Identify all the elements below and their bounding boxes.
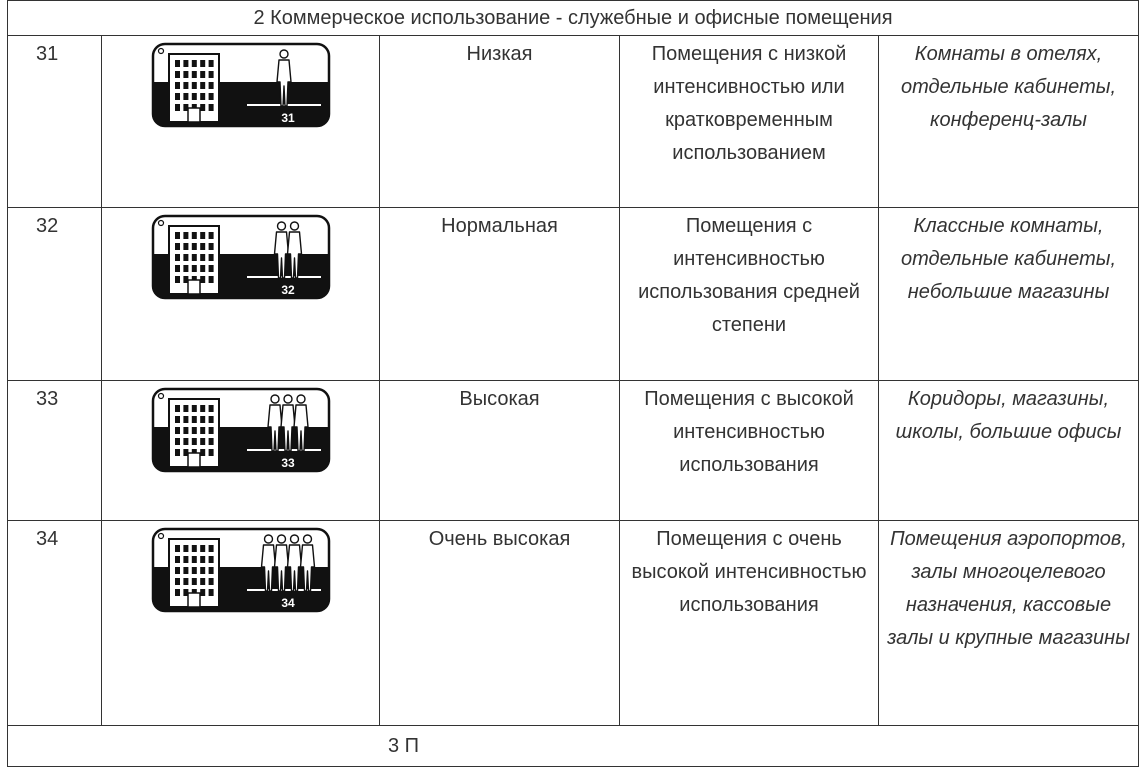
building-two-people-icon <box>151 214 331 300</box>
intensity-level: Низкая <box>380 36 620 208</box>
usage-examples: Коридоры, магазины, школы, большие офисы <box>879 381 1139 521</box>
class-icon-cell <box>102 381 380 521</box>
table-row <box>8 36 1139 208</box>
class-icon-cell <box>102 208 380 381</box>
building-icon <box>169 54 219 122</box>
classification-table <box>7 0 1139 767</box>
class-number-label: 34 <box>280 596 295 610</box>
class-number-label: 33 <box>280 456 295 470</box>
class-number: 32 <box>8 208 102 381</box>
table-row <box>8 381 1139 521</box>
class-number: 33 <box>8 381 102 521</box>
usage-description: Помещения с интенсивностью использования средней степени <box>620 208 879 381</box>
class-number: 31 <box>8 36 102 208</box>
building-one-person-icon <box>151 42 331 128</box>
class-icon-cell <box>102 36 380 208</box>
usage-examples: Комнаты в отелях, отдельные кабинеты, конференц-залы <box>879 36 1139 208</box>
usage-description: Помещения с высокой интенсивностью использования <box>620 381 879 521</box>
section-header: 2 Коммерческое использование - служебные и офисные помещения <box>8 1 1139 36</box>
building-icon <box>169 399 219 467</box>
building-icon <box>169 226 219 294</box>
section-header-row <box>8 1 1139 36</box>
class-icon-cell <box>102 521 380 726</box>
table-row <box>8 208 1139 381</box>
building-icon <box>169 539 219 607</box>
class-number-label: 32 <box>280 283 295 297</box>
building-four-people-icon <box>151 527 331 613</box>
building-three-people-icon <box>151 387 331 473</box>
next-section-header: 3 П <box>8 726 1139 767</box>
table-row <box>8 521 1139 726</box>
usage-description: Помещения с очень высокой интенсивностью использования <box>620 521 879 726</box>
next-section-row <box>8 726 1139 767</box>
class-number: 34 <box>8 521 102 726</box>
usage-description: Помещения с низкой интенсивностью или кратковременным использованием <box>620 36 879 208</box>
usage-examples: Классные комнаты, отдельные кабинеты, небольшие магазины <box>879 208 1139 381</box>
usage-examples: Помещения аэропортов, залы многоцелевого назначения, кассовые залы и крупные магазины <box>879 521 1139 726</box>
people-figures-icon <box>268 395 308 451</box>
intensity-level: Нормальная <box>380 208 620 381</box>
intensity-level: Очень высокая <box>380 521 620 726</box>
class-number-label: 31 <box>280 111 295 125</box>
intensity-level: Высокая <box>380 381 620 521</box>
